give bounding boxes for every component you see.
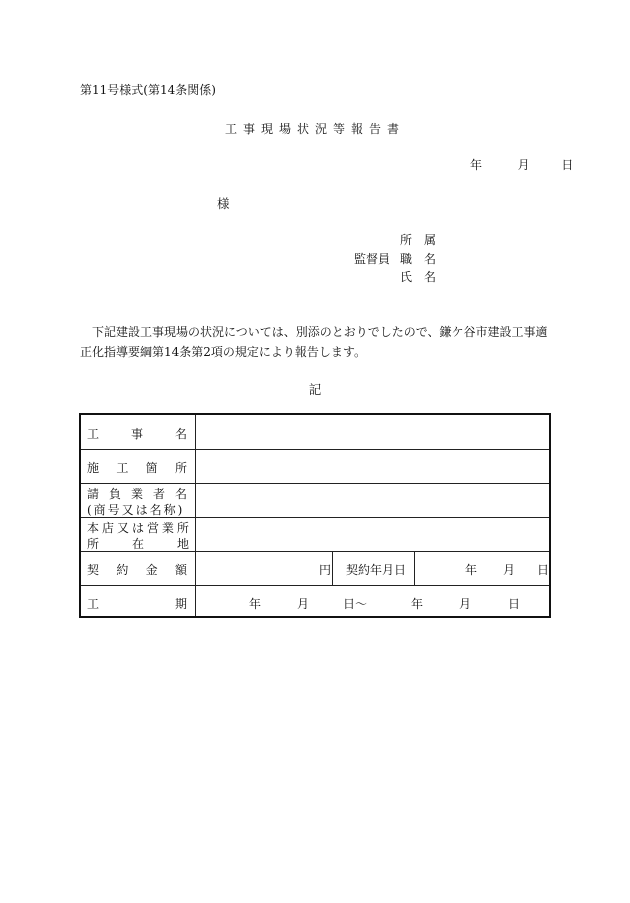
- location-label: 所 在 地: [87, 537, 189, 551]
- yen-unit: 円: [319, 563, 332, 577]
- contract-date-month: 月: [503, 563, 516, 577]
- trade-name-label: (商号又は名称): [87, 503, 185, 517]
- contract-date-day: 日: [537, 563, 550, 577]
- office-label: 本 店 又 は 営 業 所: [87, 521, 189, 535]
- date-month: 月: [517, 158, 530, 172]
- document-title: 工事現場状況等報告書: [224, 122, 405, 136]
- name-label: 氏 名: [400, 270, 437, 284]
- contractor-name-label: 請 負 業 者 名: [87, 487, 187, 501]
- report-date: [470, 156, 573, 173]
- contract-date-label: 契約年月日: [346, 563, 407, 577]
- supervisor-role-label: 監督員: [354, 252, 391, 266]
- period-start-day: 日〜: [343, 597, 368, 611]
- contract-amount-label: 契 約 金 額: [87, 563, 187, 577]
- construction-site-label: 施 工 箇 所: [87, 461, 187, 475]
- period-end-month: 月: [459, 597, 472, 611]
- date-year: 年: [470, 158, 483, 172]
- construction-period-label: 工 期: [87, 597, 187, 611]
- period-start-year: 年: [249, 597, 262, 611]
- body-text: 下記建設工事現場の状況については、別添のとおりでしたので、鎌ケ谷市建設工事適正化指導要綱第14条第2項の規定により報告します。: [80, 325, 548, 359]
- affiliation-label: 所 属: [400, 233, 437, 247]
- period-end-year: 年: [411, 597, 424, 611]
- post-label: 職 名: [400, 252, 437, 266]
- contract-date-year: 年: [465, 563, 478, 577]
- date-day: 日: [561, 158, 574, 172]
- form-number: 第11号様式(第14条関係): [80, 83, 216, 97]
- period-start-month: 月: [297, 597, 310, 611]
- construction-name-label: 工 事 名: [87, 427, 187, 441]
- addressee-suffix: 様: [217, 196, 230, 211]
- ki-heading: 記: [308, 382, 322, 397]
- period-end-day: 日: [508, 597, 521, 611]
- report-table: [79, 413, 551, 618]
